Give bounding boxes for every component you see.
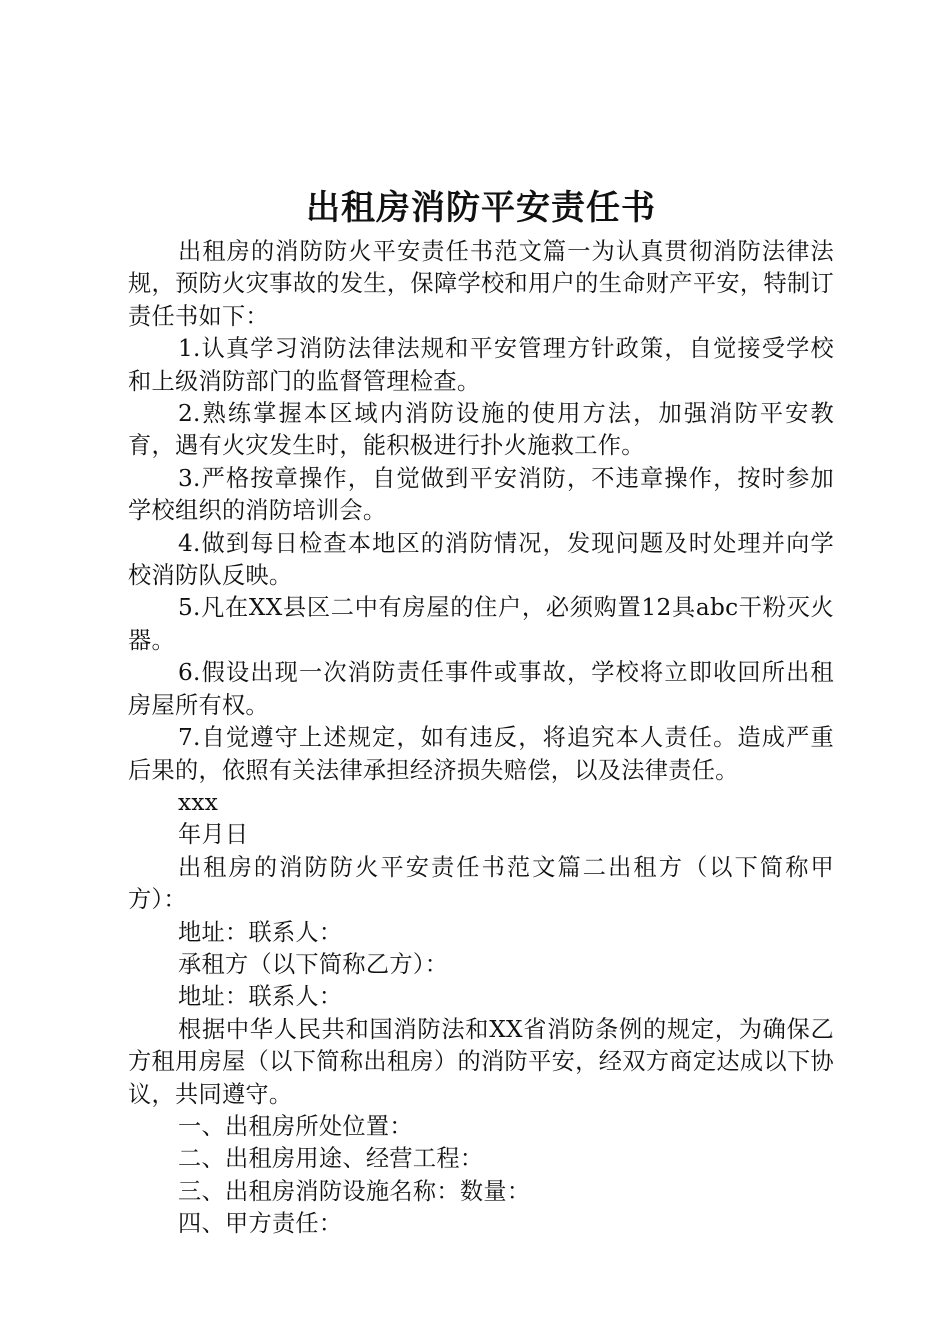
section-facilities: 三、出租房消防设施名称：数量： <box>178 1177 531 1205</box>
section-location: 一、出租房所处位置： <box>178 1112 413 1140</box>
paragraph-lessor-address: 地址：联系人： <box>178 918 343 946</box>
document-page <box>128 182 834 1241</box>
signature-name: xxx <box>178 788 219 816</box>
paragraph-lessee-address: 地址：联系人： <box>178 983 343 1011</box>
paragraph-item-5: 5.凡在XX县区二中有房屋的住户，必须购置12具abc干粉灭火器。 <box>128 594 834 654</box>
paragraph-lessor: 出租房的消防防火平安责任书范文篇二出租方（以下简称甲方）： <box>128 853 834 914</box>
paragraph-item-1: 1.认真学习消防法律法规和平安管理方针政策，自觉接受学校和上级消防部门的监督管理检查。 <box>128 335 834 395</box>
paragraph-item-7: 7.自觉遵守上述规定，如有违反，将追究本人责任。造成严重后果的，依照有关法律承担经济损失赔偿，以及法律责任。 <box>128 724 834 784</box>
paragraph-item-3: 3.严格按章操作，自觉做到平安消防，不违章操作，按时参加学校组织的消防培训会。 <box>128 464 834 525</box>
paragraph-item-4: 4.做到每日检查本地区的消防情况，发现问题及时处理并向学校消防队反映。 <box>128 529 834 590</box>
section-usage: 二、出租房用途、经营工程： <box>178 1145 484 1173</box>
paragraph-item-2: 2.熟练掌握本区域内消防设施的使用方法，加强消防平安教育，遇有火灾发生时，能积极进行扑火施救工作。 <box>128 400 834 460</box>
signature-date: 年月日 <box>178 821 249 849</box>
document-title: 出租房消防平安责任书 <box>306 188 656 228</box>
paragraph-lessee: 承租方（以下简称乙方）： <box>178 950 449 978</box>
section-lessor-duty: 四、甲方责任： <box>178 1210 343 1238</box>
paragraph-agreement: 根据中华人民共和国消防法和XX省消防条例的规定，为确保乙方租用房屋（以下简称出租房）的消防平安，经双方商定达成以下协议，共同遵守。 <box>128 1015 834 1108</box>
paragraph-intro: 出租房的消防防火平安责任书范文篇一为认真贯彻消防法律法规，预防火灾事故的发生，保障学校和用户的生命财产平安，特制订责任书如下： <box>128 238 834 330</box>
paragraph-item-6: 6.假设出现一次消防责任事件或事故，学校将立即收回所出租房屋所有权。 <box>128 659 834 719</box>
